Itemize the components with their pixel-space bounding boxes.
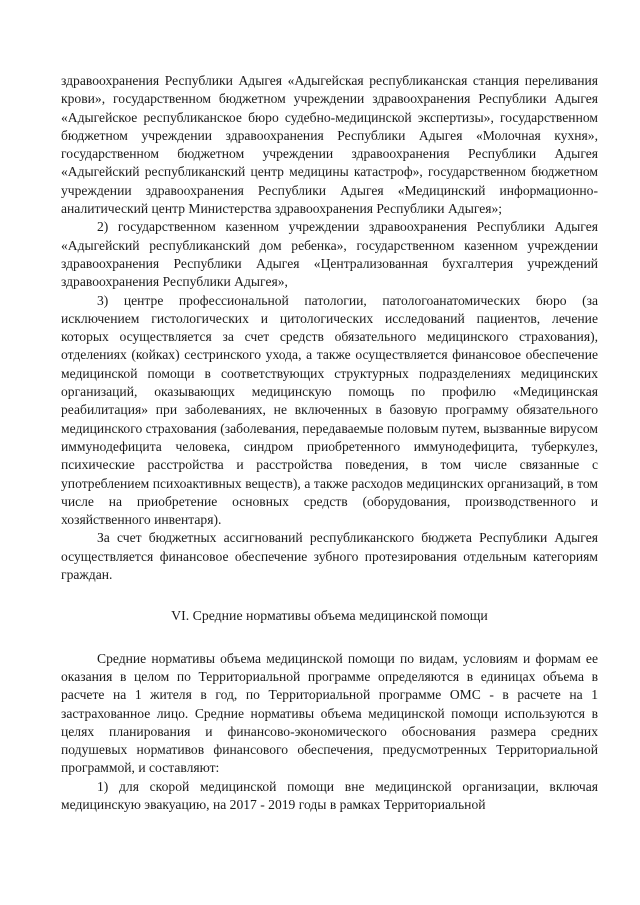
document-page xyxy=(61,72,598,814)
body-paragraph-3: 3) центре профессиональной патологии, патологоанатомических бюро (за исключением гистологических и цитологических исследований пациентов, лечение которых осуществляется за счет средств обязательного медицинского страхования), отделениях (койках) сестринского ухода, а также осуществляется финансовое обеспечение медицинской помощи в соответствующих структурных подразделениях медицинских организаций, оказывающих медицинскую помощь по профилю «Медицинская реабилитация» при заболеваниях, не включенных в базовую программу обязательного медицинского страхования (заболевания, передаваемые половым путем, вызванные вирусом иммунодефицита человека, синдром приобретенного иммунодефицита, туберкулез, психические расстройства и расстройства поведения, в том числе связанные с употреблением психоактивных веществ), а также расходов медицинских организаций, в том числе на приобретение основных средств (оборудования, производственного и хозяйственного инвентаря). xyxy=(61,292,598,528)
body-paragraph-5: Средние нормативы объема медицинской помощи по видам, условиям и формам ее оказания в целом по Территориальной программе определяются в единицах объема в расчете на 1 жителя в год, по Территориальной программе ОМС - в расчете на 1 застрахованное лицо. Средние нормативы объема медицинской помощи используются в целях планирования и финансово-экономического обоснования размера средних подушевых нормативов финансового обеспечения, предусмотренных Территориальной программой, и составляют: xyxy=(61,650,598,776)
body-paragraph-1: здравоохранения Республики Адыгея «Адыгейская республиканская станция переливания крови», государственном бюджетном учреждении здравоохранения Республики Адыгея «Адыгейское республиканское бюро судебно-медицинской экспертизы», государственном бюджетном учреждении здравоохранения Республики Адыгея «Молочная кухня», государственном бюджетном учреждении здравоохранения Республики Адыгея «Адыгейский республиканский центр медицины катастроф», государственном бюджетном учреждении здравоохранения Республики Адыгея «Медицинский информационно-аналитический центр Министерства здравоохранения Республики Адыгея»; xyxy=(61,73,598,217)
body-paragraph-6: 1) для скорой медицинской помощи вне медицинской организации, включая медицинскую эвакуацию, на 2017 - 2019 годы в рамках Территориальной xyxy=(61,778,598,812)
body-paragraph-4: За счет бюджетных ассигнований республиканского бюджета Республики Адыгея осуществляется финансовое обеспечение зубного протезирования отдельным категориям граждан. xyxy=(61,530,598,583)
body-paragraph-2: 2) государственном казенном учреждении здравоохранения Республики Адыгея «Адыгейский республиканский дом ребенка», государственном казенном учреждении здравоохранения Республики Адыгея «Централизованная бухгалтерия учреждений здравоохранения Республики Адыгея», xyxy=(61,219,598,290)
section-heading: VI. Средние нормативы объема медицинской помощи xyxy=(171,608,488,624)
